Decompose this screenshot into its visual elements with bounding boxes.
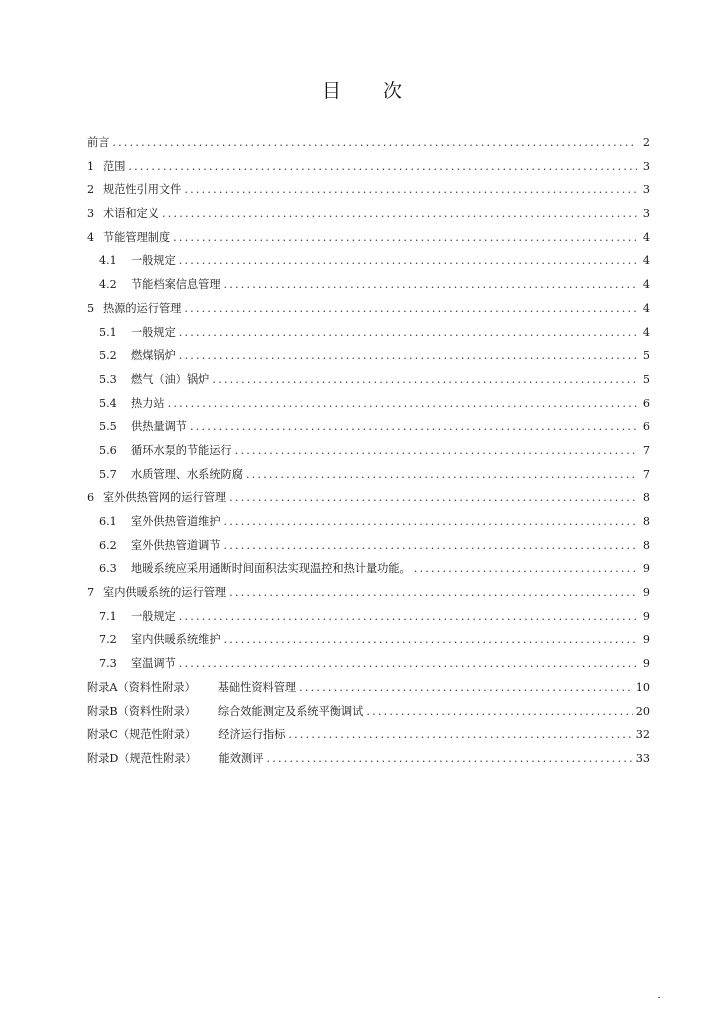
toc-page: 6 xyxy=(642,396,650,410)
toc-number: 4.2 xyxy=(99,278,117,292)
toc-label: 热力站 xyxy=(131,396,165,410)
toc-leader xyxy=(184,183,637,196)
toc-label: 室内供暖系统的运行管理 xyxy=(103,586,227,600)
toc-leader xyxy=(224,539,637,552)
toc-leader xyxy=(229,586,637,599)
toc-label: 基础性资料管理 xyxy=(217,680,297,694)
toc-leader xyxy=(112,136,637,149)
toc-leader xyxy=(179,326,637,339)
toc-page: 4 xyxy=(642,325,650,339)
toc-leader xyxy=(168,397,637,410)
toc-leader xyxy=(190,420,637,433)
toc-label: 节能管理制度 xyxy=(103,230,171,244)
toc-label: 经济运行指标 xyxy=(218,728,286,742)
toc-number: 6 xyxy=(87,491,95,505)
toc-leader xyxy=(179,254,637,267)
toc-appendix-number: 附录C（规范性附录） xyxy=(87,728,197,742)
toc-leader xyxy=(299,681,633,694)
toc-leader xyxy=(414,562,637,575)
page-corner-mark xyxy=(658,997,660,998)
toc-leader xyxy=(266,752,632,765)
toc-entry[interactable] xyxy=(87,466,650,490)
toc-number: 5.5 xyxy=(99,420,117,434)
toc-number: 5.4 xyxy=(99,396,117,410)
toc-label: 前言 xyxy=(87,136,110,149)
toc-label: 室外供热管道维护 xyxy=(131,515,221,528)
toc-page: 4 xyxy=(642,254,650,268)
toc-page: 32 xyxy=(635,728,650,742)
toc-number: 6.1 xyxy=(99,515,117,528)
toc-leader xyxy=(128,160,637,173)
toc-leader xyxy=(288,728,632,741)
toc-label: 一般规定 xyxy=(131,325,176,339)
toc-page: 8 xyxy=(642,515,650,528)
toc-entry[interactable] xyxy=(87,703,650,727)
toc-label: 室外供热管道调节 xyxy=(131,538,221,552)
toc-leader xyxy=(179,610,637,623)
toc-page: 9 xyxy=(642,657,650,671)
toc-page: 10 xyxy=(635,680,650,694)
toc-leader xyxy=(229,491,637,504)
toc-page: 7 xyxy=(642,443,650,457)
toc-number: 4.1 xyxy=(99,254,117,268)
toc-number: 4 xyxy=(87,230,95,244)
toc-number: 7.2 xyxy=(99,633,117,647)
toc-number: 1 xyxy=(87,159,95,173)
toc-entry[interactable] xyxy=(87,229,650,253)
toc-number: 7 xyxy=(87,586,95,600)
toc-number: 3 xyxy=(87,207,95,221)
toc-entry[interactable] xyxy=(87,158,650,182)
toc-page: 7 xyxy=(642,467,650,481)
toc-number: 5.6 xyxy=(99,443,117,457)
toc-entry[interactable] xyxy=(87,300,650,324)
toc-entry[interactable] xyxy=(87,513,650,537)
toc-label: 一般规定 xyxy=(131,609,176,623)
toc-entry[interactable] xyxy=(87,252,650,276)
toc-entry[interactable] xyxy=(87,631,650,655)
toc-page: 4 xyxy=(642,301,650,315)
toc-entry[interactable] xyxy=(87,324,650,348)
toc-entry[interactable] xyxy=(87,655,650,679)
toc-entry[interactable] xyxy=(87,347,650,371)
toc-page: 4 xyxy=(642,230,650,244)
toc-number: 2 xyxy=(87,183,95,197)
toc-label: 能效测评 xyxy=(218,751,264,765)
toc-leader xyxy=(366,705,632,718)
toc-number: 5.3 xyxy=(99,372,117,386)
toc-page: 5 xyxy=(642,349,650,363)
table-of-contents xyxy=(87,134,650,774)
toc-page: 20 xyxy=(635,704,650,718)
toc-appendix-number: 附录A（资料性附录） xyxy=(87,680,196,694)
toc-page: 2 xyxy=(642,136,650,149)
toc-page: 9 xyxy=(642,633,650,647)
toc-leader xyxy=(179,657,637,670)
toc-label: 室外供热管网的运行管理 xyxy=(103,491,227,505)
toc-page: 3 xyxy=(642,183,650,197)
toc-entry[interactable] xyxy=(87,418,650,442)
toc-page: 9 xyxy=(642,609,650,623)
toc-page: 8 xyxy=(642,538,650,552)
toc-label: 术语和定义 xyxy=(103,207,159,221)
toc-entry[interactable] xyxy=(87,134,650,158)
toc-entry[interactable] xyxy=(87,205,650,229)
toc-number: 7.1 xyxy=(99,609,117,623)
toc-page: 8 xyxy=(642,491,650,505)
toc-number: 5.7 xyxy=(99,467,117,481)
page-title: 目 次 xyxy=(321,80,421,102)
toc-leader xyxy=(173,231,637,244)
toc-label: 规范性引用文件 xyxy=(103,183,182,197)
toc-leader xyxy=(179,349,637,362)
toc-label: 燃气（油）锅炉 xyxy=(131,372,210,386)
toc-page: 9 xyxy=(642,586,650,600)
toc-entry[interactable] xyxy=(87,679,650,703)
toc-label: 室温调节 xyxy=(131,657,176,671)
toc-label: 范围 xyxy=(103,159,126,173)
toc-entry[interactable] xyxy=(87,584,650,608)
toc-entry[interactable] xyxy=(87,750,650,774)
toc-label: 循环水泵的节能运行 xyxy=(131,443,232,457)
toc-entry[interactable] xyxy=(87,395,650,419)
toc-entry[interactable] xyxy=(87,537,650,561)
toc-leader xyxy=(162,207,637,220)
toc-entry[interactable] xyxy=(87,726,650,750)
toc-label: 节能档案信息管理 xyxy=(131,278,221,292)
toc-entry[interactable] xyxy=(87,181,650,205)
toc-page: 33 xyxy=(635,751,650,765)
toc-number: 5.2 xyxy=(99,349,117,363)
toc-page: 6 xyxy=(642,420,650,434)
toc-entry[interactable] xyxy=(87,442,650,466)
toc-appendix-number: 附录B（资料性附录） xyxy=(87,704,196,718)
toc-page: 9 xyxy=(642,562,650,576)
toc-label: 供热量调节 xyxy=(131,420,187,434)
toc-appendix-number: 附录D（规范性附录） xyxy=(87,751,197,765)
toc-page: 4 xyxy=(642,278,650,292)
toc-label: 综合效能测定及系统平衡调试 xyxy=(217,704,364,718)
toc-number: 7.3 xyxy=(99,657,117,671)
toc-number: 5 xyxy=(87,301,95,315)
toc-entry[interactable] xyxy=(87,489,650,513)
toc-number: 6.2 xyxy=(99,538,117,552)
toc-leader xyxy=(235,444,637,457)
toc-label: 热源的运行管理 xyxy=(103,301,182,315)
toc-leader xyxy=(224,633,637,646)
toc-leader xyxy=(212,373,637,386)
toc-label: 室内供暖系统维护 xyxy=(131,633,221,647)
toc-leader xyxy=(224,278,637,291)
toc-number: 5.1 xyxy=(99,325,117,339)
toc-entry[interactable] xyxy=(87,276,650,300)
toc-entry[interactable] xyxy=(87,560,650,584)
toc-label: 水质管理、水系统防腐 xyxy=(131,467,243,481)
toc-page: 3 xyxy=(642,159,650,173)
toc-page: 5 xyxy=(642,372,650,386)
toc-entry[interactable] xyxy=(87,371,650,395)
toc-leader xyxy=(224,515,637,528)
toc-entry[interactable] xyxy=(87,608,650,632)
toc-label: 燃煤锅炉 xyxy=(131,349,176,363)
toc-label: 一般规定 xyxy=(131,254,176,268)
toc-leader xyxy=(184,302,637,315)
toc-leader xyxy=(246,468,637,481)
toc-number: 6.3 xyxy=(99,562,117,576)
toc-page: 3 xyxy=(642,207,650,221)
toc-label: 地暖系统应采用通断时间面积法实现温控和热计量功能。 xyxy=(131,562,411,576)
